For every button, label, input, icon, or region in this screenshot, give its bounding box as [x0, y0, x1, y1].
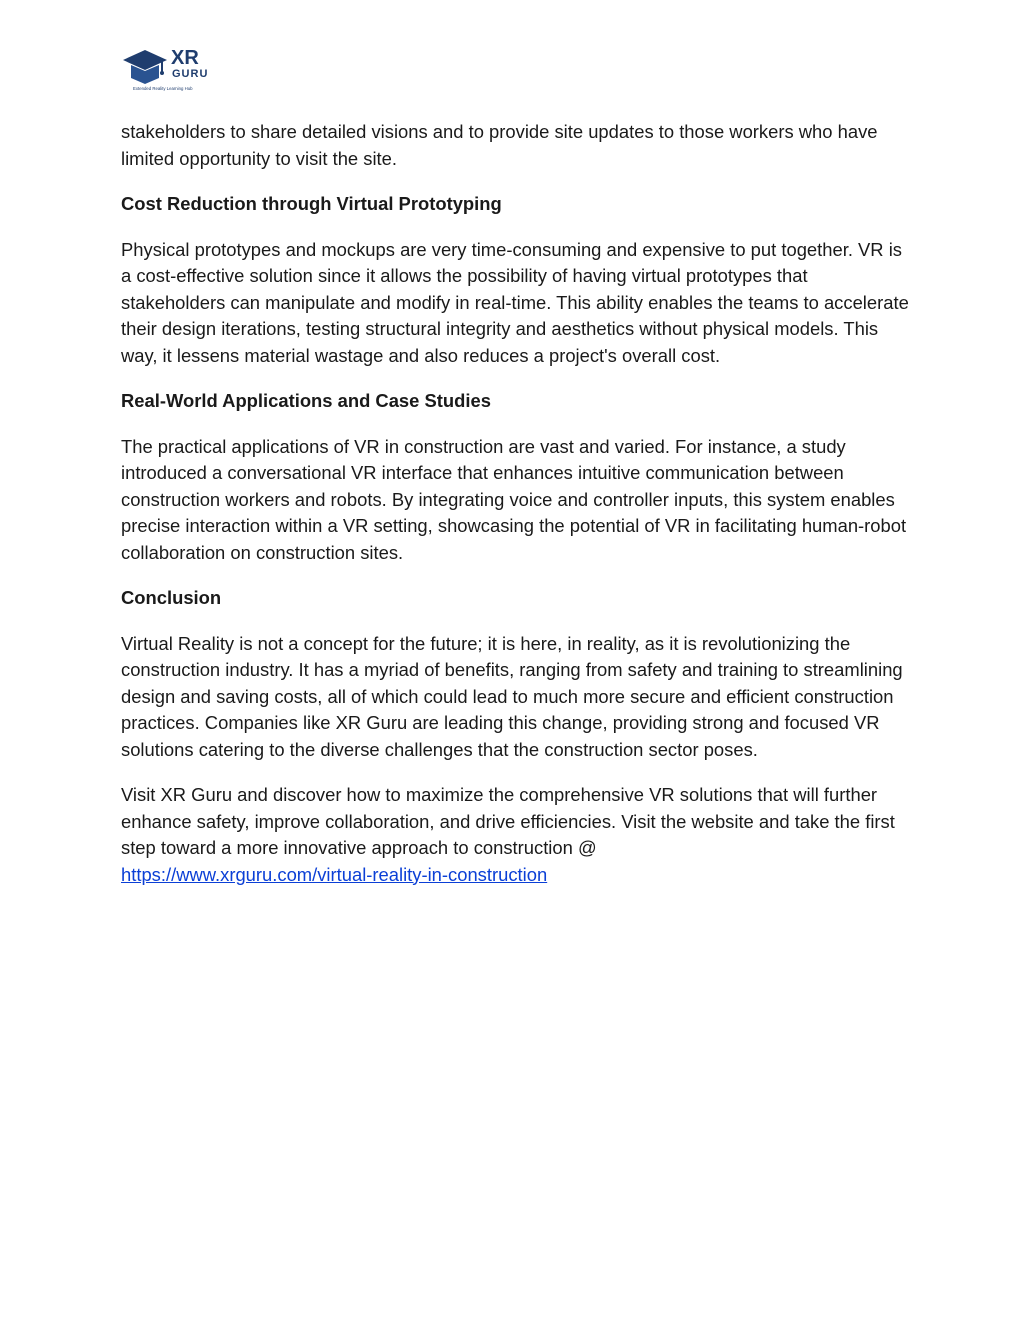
visit-text: Visit XR Guru and discover how to maximize the comprehensive VR solutions that will further enhance safety, improve collaboration, and drive efficiencies. Visit the website and take the first step toward a more innovative approach to construction @ — [121, 784, 895, 858]
graduation-cap-icon — [123, 50, 167, 84]
xr-guru-logo — [121, 44, 231, 94]
real-world-heading: Real-World Applications and Case Studies — [121, 390, 491, 411]
website-link[interactable]: https://www.xrguru.com/virtual-reality-in-construction — [121, 863, 548, 885]
cost-reduction-paragraph: Physical prototypes and mockups are very time-consuming and expensive to put together. VR is a cost-effective solution since it allows the possibility of having virtual prototypes that stakeholders can manipulate and modify in real-time. This ability enables the teams to accelerate their design iterations, testing structural integrity and aesthetics without physical models. This way, it lessens material wastage and also reduces a project's overall cost. — [121, 238, 909, 366]
real-world-paragraph: The practical applications of VR in construction are vast and varied. For instance, a study introduced a conversational VR interface that enhances intuitive communication between construction workers and robots. By integrating voice and controller inputs, this system enables precise interaction within a VR setting, showcasing the potential of VR in facilitating human-robot collaboration on construction sites. — [121, 435, 907, 563]
document-body — [121, 119, 911, 888]
conclusion-paragraph: Virtual Reality is not a concept for the future; it is here, in reality, as it is revolutionizing the construction industry. It has a myriad of benefits, ranging from safety and training to streamlining design and saving costs, all of which could lead to much more secure and efficient construction practices. Companies like XR Guru are leading this change, providing strong and focused VR solutions catering to the diverse challenges that the construction sector poses. — [121, 632, 903, 760]
logo-tagline: Extended Reality Learning Hub — [133, 86, 193, 91]
intro-paragraph: stakeholders to share detailed visions and to provide site updates to those workers who have limited opportunity to visit the site. — [121, 121, 878, 169]
logo-secondary-text: GURU — [172, 68, 209, 80]
visit-paragraph — [121, 782, 911, 888]
logo-primary-text: XR — [171, 47, 199, 69]
cost-reduction-heading: Cost Reduction through Virtual Prototyping — [121, 193, 502, 214]
conclusion-heading: Conclusion — [121, 587, 222, 608]
